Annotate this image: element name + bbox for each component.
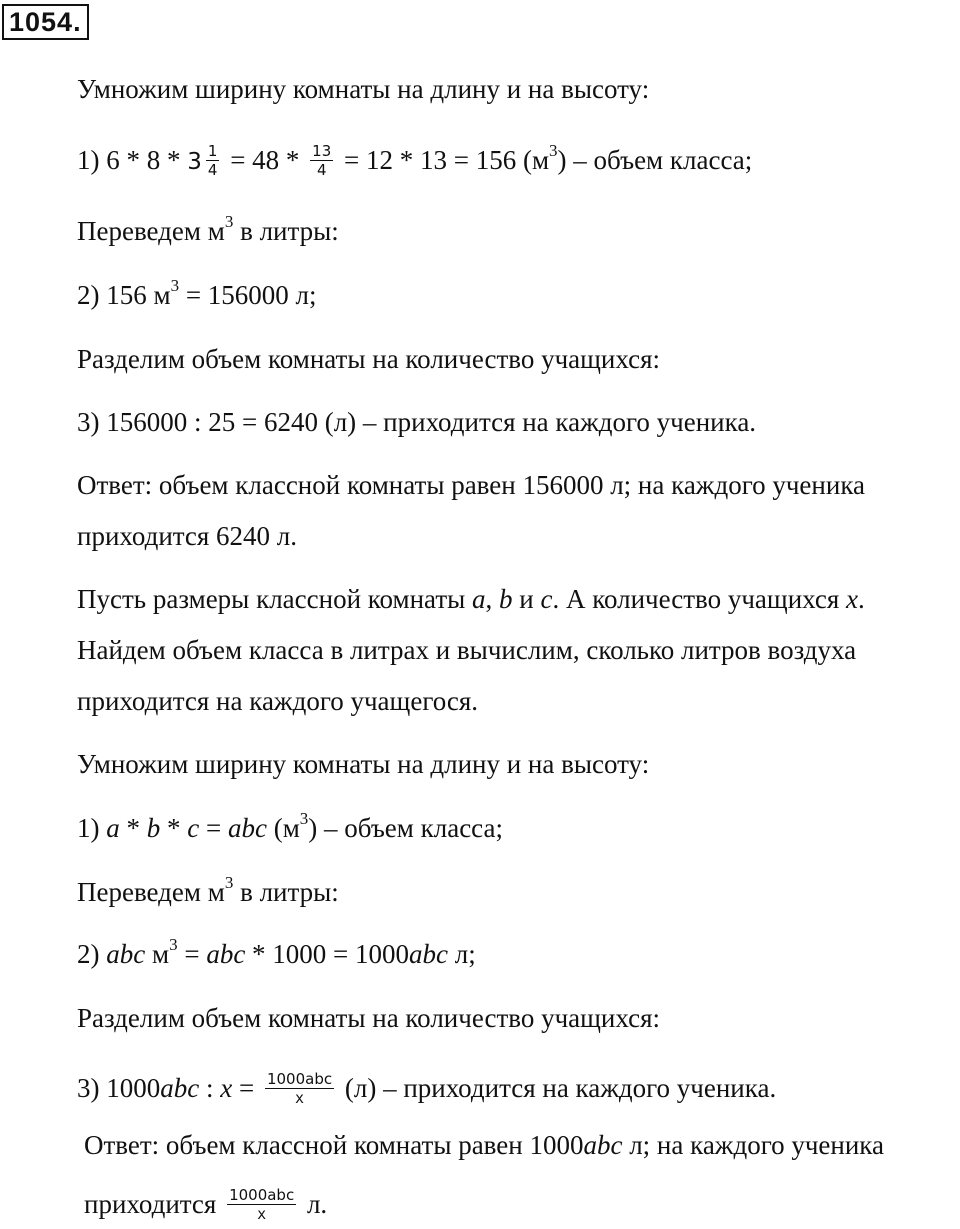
fraction-numerator: 1 — [207, 142, 218, 161]
general-text: Пусть размеры классной комнаты — [77, 584, 473, 614]
exponent: 3 — [170, 276, 180, 295]
fraction-denominator: x — [295, 1089, 305, 1108]
answer-text: приходится — [84, 1189, 224, 1219]
answer-text: Ответ: объем классной комнаты равен 1000 — [84, 1130, 584, 1160]
general-line-1 — [77, 582, 865, 616]
fraction-denominator: 4 — [207, 161, 218, 180]
step-text: (м — [266, 813, 300, 843]
divide-line-2: Разделим объем комнаты на количество учащихся: — [77, 1003, 661, 1033]
exponent: 3 — [549, 141, 558, 160]
step-text: 3) 1000 — [77, 1073, 161, 1103]
step-text: м — [145, 939, 170, 969]
convert-text: Переведем м — [77, 877, 225, 907]
intro-line-1: Умножим ширину комнаты на длину и на высоту: — [77, 74, 650, 104]
general-text: и — [512, 584, 541, 614]
exponent: 3 — [169, 935, 178, 954]
exponent: 3 — [224, 873, 234, 892]
general-step-1-line — [77, 811, 503, 845]
variable-x: x — [846, 584, 859, 614]
variable-b: b — [499, 584, 513, 614]
step-text: = — [199, 813, 228, 843]
intro-line-2: Умножим ширину комнаты на длину и на высоту: — [77, 749, 650, 779]
step-text: = — [232, 1073, 261, 1103]
variable-abc: abc — [206, 939, 246, 969]
variable-abc: abc — [409, 939, 449, 969]
answer-text: л; на каждого ученика — [622, 1130, 885, 1160]
answer-2-line-2 — [84, 1187, 327, 1225]
fraction-denominator: x — [257, 1205, 267, 1224]
variable-a: a — [106, 813, 120, 843]
general-step-3-line — [77, 1071, 776, 1109]
problem-number: 1054. — [2, 4, 89, 40]
mixed-whole: 3 — [187, 149, 202, 175]
step-text: 1) 6 * 8 * — [77, 145, 188, 175]
answer-2-line-1 — [84, 1128, 884, 1162]
variable-a: a — [472, 584, 486, 614]
step-2-line — [77, 278, 317, 312]
step-text: ) – объем класса; — [308, 813, 503, 843]
variable-b: b — [146, 813, 161, 843]
step-text: 2) — [77, 939, 107, 969]
step-text: * — [119, 813, 147, 843]
fraction-numerator: 1000abc — [229, 1186, 295, 1205]
convert-text: в литры: — [233, 877, 339, 907]
exponent: 3 — [224, 212, 234, 231]
step-text: = — [177, 939, 207, 969]
step-text: (л) – приходится на каждого ученика. — [338, 1073, 777, 1103]
general-text: . — [858, 584, 865, 614]
variable-c: c — [540, 584, 553, 614]
fraction-13-4 — [310, 142, 333, 179]
step-text: 2) 156 м — [77, 280, 171, 310]
convert-text: Переведем м — [77, 216, 225, 246]
step-text: = 12 * 13 = 156 (м — [337, 145, 550, 175]
fraction-1000abc-over-x — [227, 1186, 296, 1223]
variable-abc: abc — [227, 813, 267, 843]
exponent: 3 — [299, 809, 309, 828]
variable-abc: abc — [106, 939, 146, 969]
step-text: = 48 * — [223, 145, 307, 175]
variable-abc: abc — [583, 1130, 623, 1160]
fraction-numerator: 1000abc — [266, 1070, 333, 1089]
answer-text: л. — [300, 1189, 328, 1219]
general-line-2: Найдем объем класса в литрах и вычислим, сколько литров воздуха — [77, 635, 857, 665]
fraction-denominator: 4 — [316, 161, 327, 180]
general-text: . А количество учащихся — [552, 584, 847, 614]
convert-line-1 — [77, 214, 339, 248]
variable-x: x — [220, 1073, 233, 1103]
step-text: ) – объем класса; — [557, 145, 753, 175]
fraction-1-4 — [206, 142, 220, 179]
fraction-numerator: 13 — [312, 142, 332, 161]
answer-1-line-1: Ответ: объем классной комнаты равен 156000 л; на каждого ученика — [77, 470, 866, 500]
fraction-1000abc-over-x — [265, 1070, 334, 1107]
step-1-line — [77, 143, 752, 181]
step-text: л; — [448, 939, 476, 969]
step-text: = 156000 л; — [179, 280, 317, 310]
general-text: , — [485, 584, 500, 614]
variable-c: c — [187, 813, 200, 843]
step-text: 1) — [77, 813, 107, 843]
general-step-2-line — [77, 937, 476, 971]
step-3-line: 3) 156000 : 25 = 6240 (л) – приходится на каждого ученика. — [77, 407, 757, 437]
step-text: * — [160, 813, 188, 843]
answer-1-line-2: приходится 6240 л. — [77, 521, 298, 551]
variable-abc: abc — [160, 1073, 200, 1103]
divide-line-1: Разделим объем комнаты на количество учащихся: — [77, 344, 661, 374]
convert-line-2 — [77, 875, 339, 909]
step-text: * 1000 = 1000 — [245, 939, 410, 969]
general-line-3: приходится на каждого учащегося. — [77, 686, 479, 716]
convert-text: в литры: — [233, 216, 339, 246]
step-text: : — [199, 1073, 221, 1103]
